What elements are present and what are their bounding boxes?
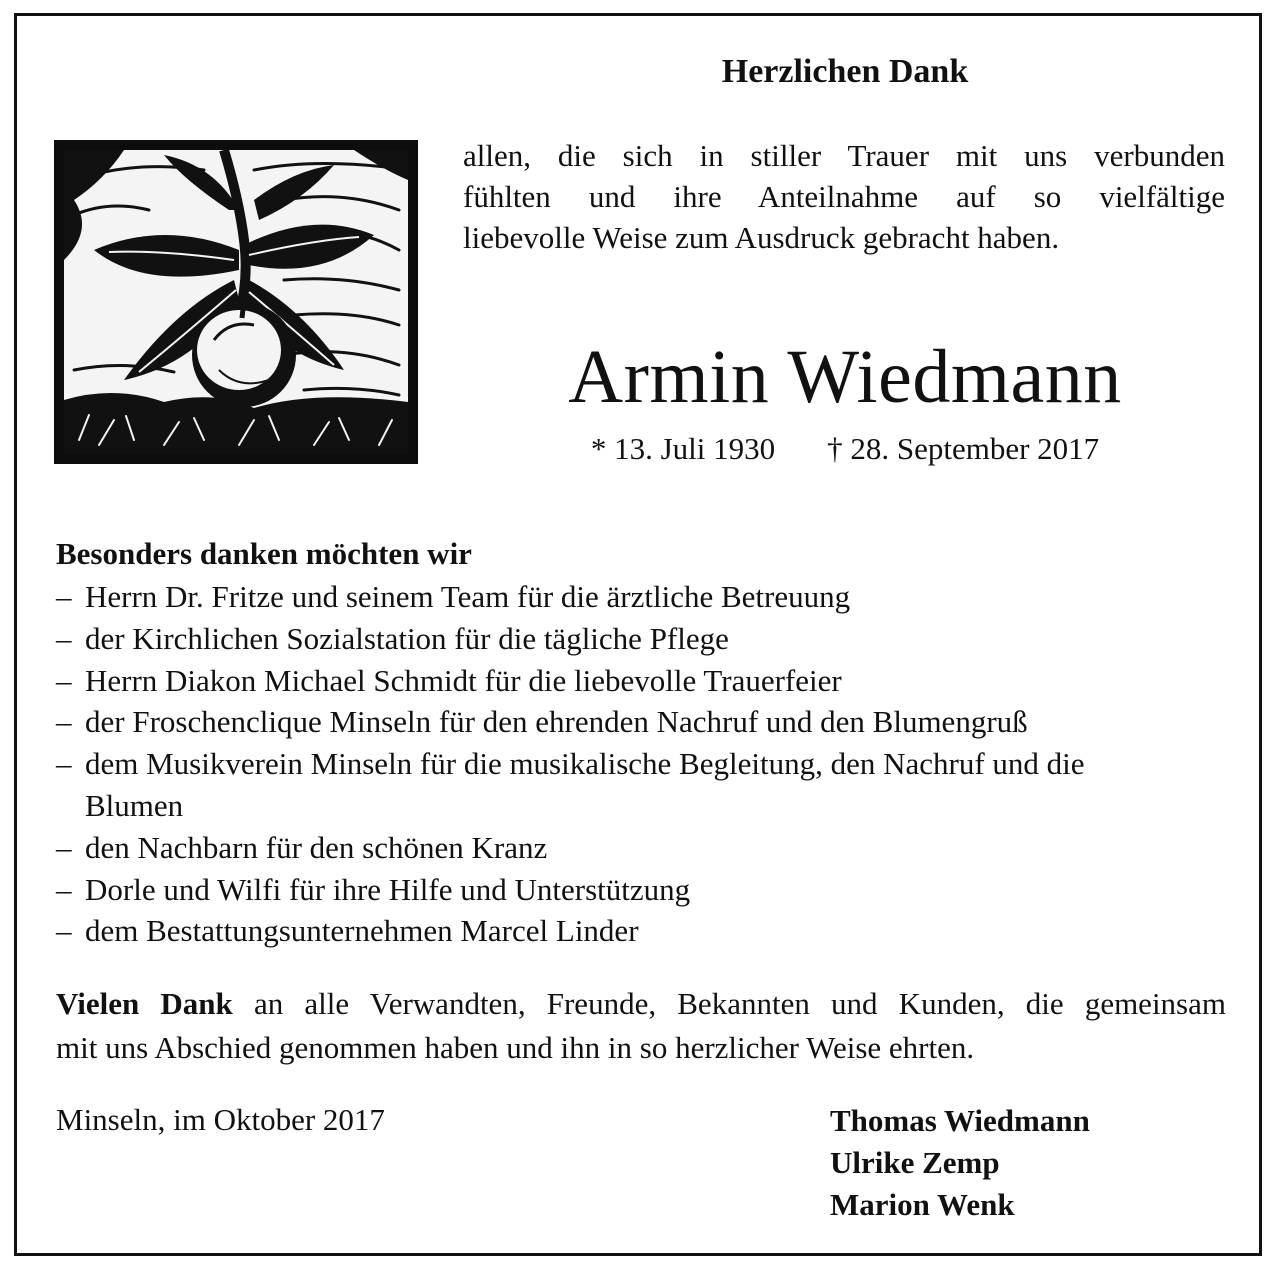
birth-date: * 13. Juli 1930 [590, 431, 776, 466]
closing-rest: an alle Verwandten, Freunde, Bekannten und Kunden, die gemeinsam [232, 986, 1226, 1021]
dash-bullet: – [56, 871, 72, 907]
thanks-list [56, 576, 1226, 952]
list-item-text: der Froschenclique Minseln für den ehrenden Nachruf und den Blumengruß [85, 704, 1028, 740]
death-date: † 28. September 2017 [827, 431, 1100, 466]
apple-branch-woodcut-icon [54, 140, 418, 464]
intro-line: allen, die sich in stiller Trauer mit uns verbunden [463, 138, 1225, 173]
list-item-text: dem Musikverein Minseln für die musikalische Begleitung, den Nachruf und die Blumen [85, 746, 1085, 823]
intro-line: fühlten und ihre Anteilnahme auf so vielfältige [463, 179, 1225, 214]
closing-text [56, 982, 1226, 1070]
signature-name: Marion Wenk [830, 1187, 1015, 1222]
list-item [56, 743, 1226, 827]
dash-bullet: – [56, 579, 72, 614]
signatures [830, 1100, 1090, 1226]
list-item-text: Herrn Diakon Michael Schmidt für die liebevolle Trauerfeier [85, 662, 842, 698]
notice-heading: Herzlichen Dank [721, 53, 969, 90]
closing-line [56, 982, 1226, 1026]
dash-bullet: – [56, 704, 72, 740]
closing-bold: Vielen Dank [56, 986, 233, 1021]
list-item [56, 827, 1226, 869]
place-date: Minseln, im Oktober 2017 [56, 1102, 385, 1137]
thanks-title: Besonders danken möchten wir [56, 536, 472, 571]
list-item [56, 701, 1226, 743]
list-item [56, 618, 1226, 660]
dash-bullet: – [56, 746, 72, 782]
list-item-text: den Nachbarn für den schönen Kranz [85, 829, 548, 865]
list-item-text: dem Bestattungsunternehmen Marcel Linder [85, 913, 639, 949]
list-item [56, 576, 1226, 618]
list-item [56, 869, 1226, 911]
closing-line: mit uns Abschied genommen haben und ihn in so herzlicher Weise ehrten. [56, 1030, 975, 1065]
list-item [56, 660, 1226, 702]
dash-bullet: – [56, 662, 72, 698]
signature-name: Thomas Wiedmann [830, 1103, 1090, 1138]
list-item-text: der Kirchlichen Sozialstation für die tägliche Pflege [85, 620, 729, 656]
intro-line: liebevolle Weise zum Ausdruck gebracht haben. [463, 220, 1060, 255]
intro-text [463, 135, 1225, 258]
list-item-text: Dorle und Wilfi für ihre Hilfe und Unterstützung [85, 871, 691, 907]
deceased-name: Armin Wiedmann [568, 335, 1122, 419]
dash-bullet: – [56, 829, 72, 865]
life-dates [460, 430, 1230, 468]
dash-bullet: – [56, 620, 72, 656]
list-item [56, 910, 1226, 952]
signature-name: Ulrike Zemp [830, 1145, 1000, 1180]
list-item-text: Herrn Dr. Fritze und seinem Team für die ärztliche Betreuung [85, 579, 851, 614]
dash-bullet: – [56, 913, 72, 949]
